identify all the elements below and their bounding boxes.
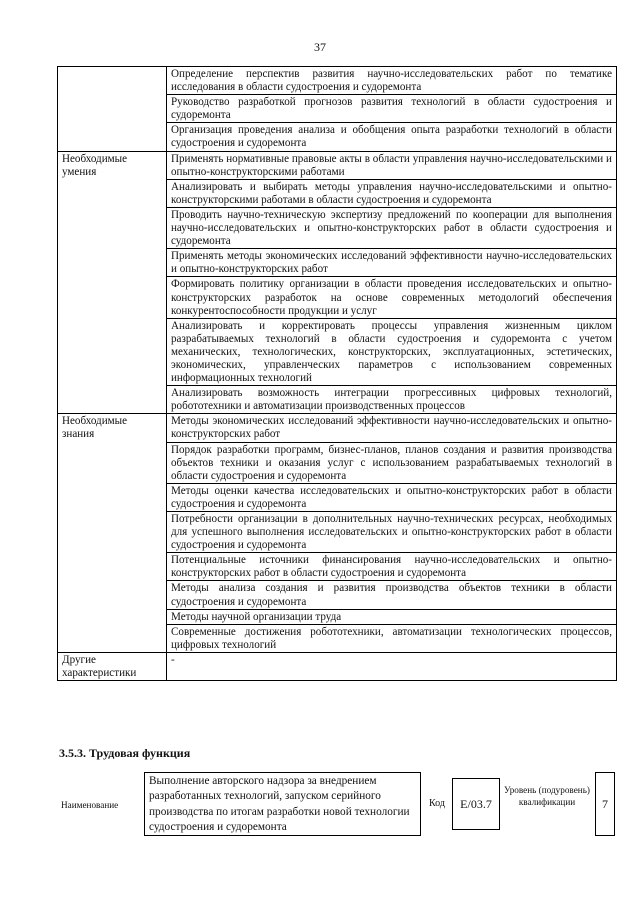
table-cell: Применять нормативные правовые акты в области управления научно-исследовательскими и опытно-конструкторскими работами (167, 151, 617, 179)
table-row (58, 151, 617, 179)
row-group-label: Необходимые знания (58, 414, 167, 653)
table-cell: Определение перспектив развития научно-исследовательских работ по тематике исследования в области судостроения и судоремонта (167, 67, 617, 95)
table-cell: Современные достижения робототехники, автоматизации технологических процессов, цифровых технологий (167, 624, 617, 652)
table-cell: Потенциальные источники финансирования научно-исследовательских и опытно-конструкторских работ в области судостроения и судоремонта (167, 553, 617, 581)
code-label: Код (429, 798, 445, 809)
table-cell: Методы анализа создания и развития производства объектов техники в области судостроения и судоремонта (167, 581, 617, 609)
table-cell: Методы научной организации труда (167, 609, 617, 624)
row-group-label: Необходимые умения (58, 151, 167, 414)
page-number: 37 (314, 40, 326, 54)
name-label: Наименование (61, 800, 119, 810)
table-cell: - (167, 652, 617, 680)
row-group-label (58, 67, 167, 152)
table-row (58, 414, 617, 442)
table-row (58, 652, 617, 680)
qualification-level-value: 7 (595, 772, 615, 836)
labor-function-code: E/03.7 (452, 778, 500, 830)
table-cell: Формировать политику организации в области проведения исследовательских и опытно-конструкторских разработок на основе современных методологий обеспечения конкурентоспособности продукции и услуг (167, 277, 617, 318)
table-cell: Методы экономических исследований эффективности научно-исследовательских и опытно-конструкторских работ (167, 414, 617, 442)
table-cell: Методы оценки качества исследовательских и опытно-конструкторских работ в области судостроения и судоремонта (167, 483, 617, 511)
table-cell: Организация проведения анализа и обобщения опыта разработки технологий в области судостроения и судоремонта (167, 123, 617, 151)
table-cell: Потребности организации в дополнительных научно-технических ресурсах, необходимых для успешного выполнения исследовательских и опытно-конструкторских работ в области судостроения и судоремонта (167, 512, 617, 553)
table-cell: Анализировать и корректировать процессы управления жизненным циклом разрабатываемых технологий в области судостроения и судоремонта с учетом механических, технологических, конструкторских, эксплуатационных, эстетических, экономических, управленческих параметров с использованием современных информационных технологий (167, 318, 617, 385)
qualification-level-label: Уровень (подуровень) квалификации (504, 785, 590, 807)
table-row (58, 67, 617, 95)
labor-function-row (0, 772, 640, 838)
table-cell: Проводить научно-техническую экспертизу предложений по кооперации для выполнения научно-исследовательских и опытно-конструкторских работ в области судостроения и судоремонта (167, 207, 617, 248)
labor-function-name: Выполнение авторского надзора за внедрением разработанных технологий, запуском серийного производства по итогам разработки новой технологии судостроения и судоремонта (144, 772, 421, 836)
section-title: 3.5.3. Трудовая функция (59, 746, 191, 760)
row-group-label: Другие характеристики (58, 652, 167, 680)
competency-table-body (58, 67, 617, 681)
table-cell: Анализировать и выбирать методы управления научно-исследовательскими и опытно-конструкторскими работами в области судостроения и судоремонта (167, 179, 617, 207)
table-cell: Анализировать возможность интеграции прогрессивных цифровых технологий, робототехники и автоматизации производственных процессов (167, 386, 617, 414)
table-cell: Применять методы экономических исследований эффективности научно-исследовательских и опытно-конструкторских работ (167, 249, 617, 277)
table-cell: Руководство разработкой прогнозов развития технологий в области судостроения и судоремонта (167, 95, 617, 123)
competency-table (57, 66, 617, 681)
table-cell: Порядок разработки программ, бизнес-планов, планов создания и развития производства объектов техники и оказания услуг с использованием разрабатываемых технологий в области судостроения и судоремонта (167, 442, 617, 483)
